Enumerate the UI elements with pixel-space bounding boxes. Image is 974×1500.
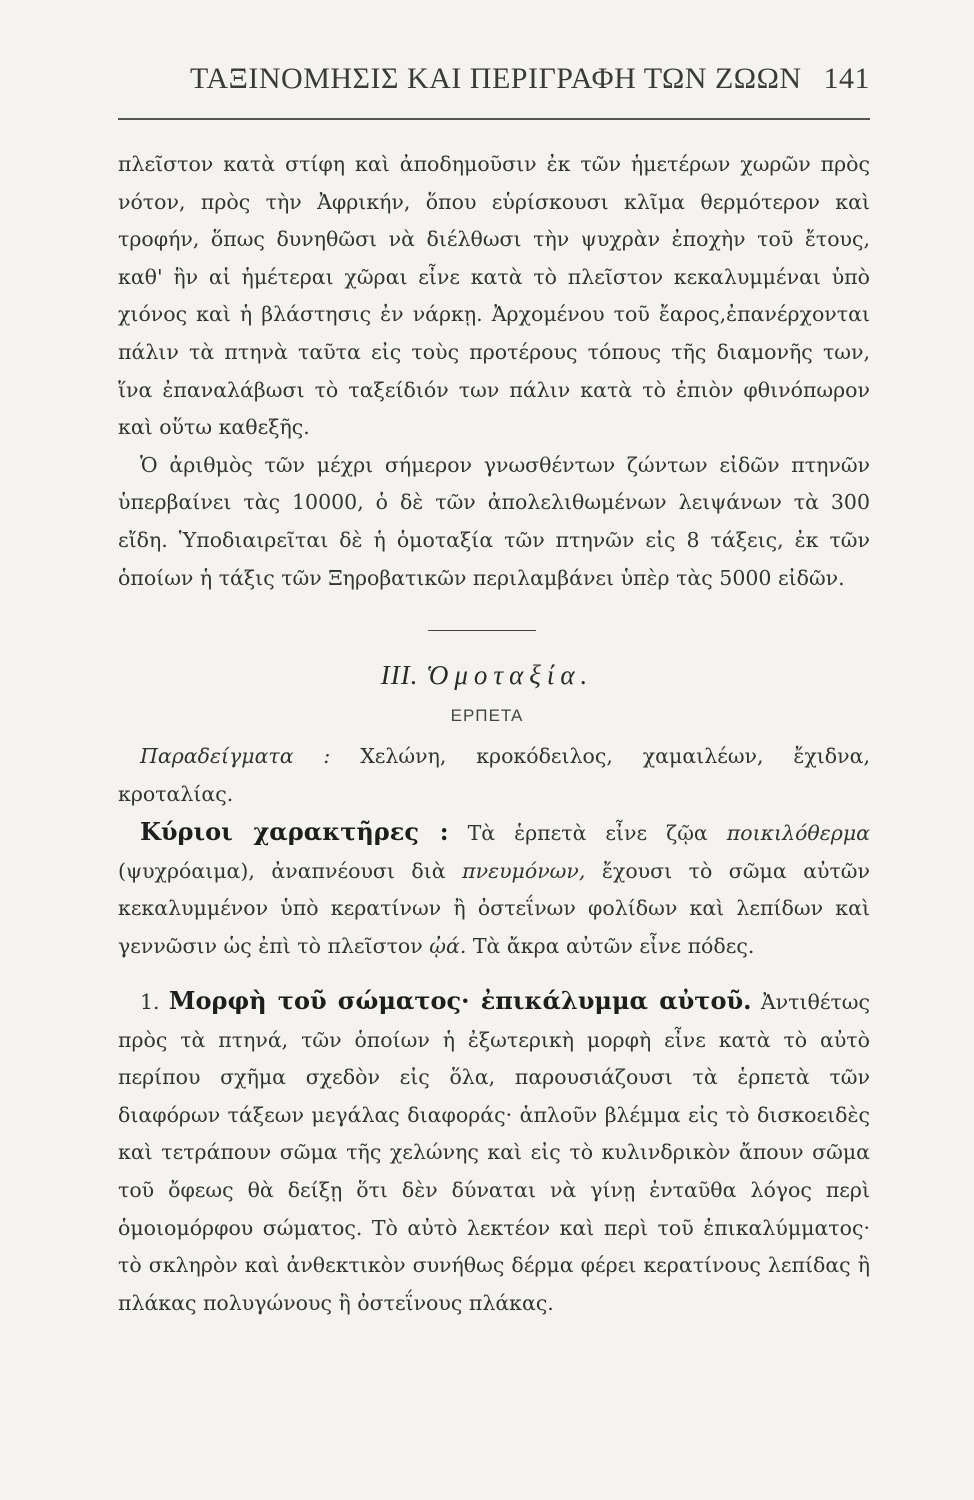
section-numeral: III. — [380, 660, 419, 690]
characters-label: Κύριοι χαρακτῆρες : — [140, 817, 449, 847]
header-rule — [118, 118, 870, 120]
form-heading: Μορφὴ τοῦ σώματος· ἐπικάλυμμα αὐτοῦ. — [168, 986, 752, 1015]
characters-term-c: ᾠά. — [429, 933, 467, 958]
body-text-top — [118, 146, 870, 597]
characters-text-c: ἔχουσι τὸ σῶμα αὐτῶν κεκαλυμμένον ὑπὸ κερατίνων ἢ ὀστεΐνων φολίδων καὶ λεπίδων καὶ γεννῶσιν ὡς ἐπὶ τὸ πλεῖστον — [118, 858, 870, 958]
section-title — [0, 660, 974, 691]
characters-text-a: Τὰ ἑρπετὰ εἶνε ζῷα — [467, 821, 708, 846]
characters-term-a: ποικιλόθερμα — [726, 821, 870, 846]
characters-term-b: πνευμόνων, — [462, 858, 586, 883]
body-text-form — [118, 982, 870, 1322]
body-text-characters — [118, 738, 870, 966]
characters-text-b: (ψυχρόαιμα), ἀναπνέουσι διὰ — [118, 858, 446, 883]
form-number: 1. — [140, 990, 160, 1014]
paragraph-migration: πλεῖστον κατὰ στίφη καὶ ἀποδημοῦσιν ἐκ τῶν ἡμετέρων χωρῶν πρὸς νότον, πρὸς τὴν Ἀφρικήν, ὅπου εὑρίσκουσι κλῖμα θερμότερον καὶ τροφήν, ὅπως δυνηθῶσι νὰ διέλθωσι τὴν ψυχρὰν ἐποχὴν τοῦ ἔτους, καθ' ἣν αἱ ἡμέτεραι χῶραι εἶνε κατὰ τὸ πλεῖστον κεκαλυμμέναι ὑπὸ χιόνος καὶ ἡ βλάστησις ἐν νάρκῃ. Ἀρχομένου τοῦ ἔαρος,ἐπανέρχονται πάλιν τὰ πτηνὰ ταῦτα εἰς τοὺς προτέρους τόπους τῆς διαμονῆς των, ἵνα ἐπαναλάβωσι τὸ ταξείδιόν των πάλιν κατὰ τὸ ἐπιὸν φθινόπωρον καὶ οὕτω καθεξῆς. — [118, 152, 870, 440]
paragraph-species-count: Ὁ ἀριθμὸς τῶν μέχρι σήμερον γνωσθέντων ζώντων εἰδῶν πτηνῶν ὑπερβαίνει τὰς 10000, ὁ δὲ τῶν ἀπολελιθωμένων λειψάνων τὰ 300 εἴδη. Ὑποδιαιρεῖται δὲ ἡ ὁμοταξία τῶν πτηνῶν εἰς 8 τάξεις, ἐκ τῶν ὁποίων ἡ τάξις τῶν Ξηροβατικῶν περιλαμβάνει ὑπὲρ τὰς 5000 εἰδῶν. — [118, 452, 870, 590]
running-head-title: ΤΑΞΙΝΟΜΗΣΙΣ ΚΑΙ ΠΕΡΙΓΡΑΦΗ ΤΩΝ ΖΩΩΝ — [190, 62, 802, 95]
examples-label: Παραδείγματα : — [140, 744, 331, 768]
section-name: Ὁμοταξία. — [426, 660, 594, 690]
examples-text: Χελώνη, κροκόδειλος, χαμαιλέων, ἔχιδνα, κροταλίας. — [118, 744, 870, 806]
section-subtitle: ΕΡΠΕΤΑ — [450, 706, 524, 725]
form-text: Ἀντιθέτως πρὸς τὰ πτηνά, τῶν ὁποίων ἡ ἐξωτερικὴ μορφὴ εἶνε κατὰ τὸ αὐτὸ περίπου σχῆμα σχεδὸν εἰς ὅλα, παρουσιάζουσι τὰ ἑρπετὰ τῶν διαφόρων τάξεων μεγάλας διαφοράς· ἁπλοῦν βλέμμα εἰς τὸ δισκοειδὲς καὶ τετράπουν σῶμα τῆς χελώνης καὶ εἰς τὸ κυλινδρικὸν ἄπουν σῶμα τοῦ ὄφεως θὰ δείξῃ ὅτι δὲν δύναται νὰ γίνῃ ἐνταῦθα λόγος περὶ ὁμοιομόρφου σώματος. Τὸ αὐτὸ λεκτέον καὶ περὶ τοῦ ἐπικαλύμματος· τὸ σκληρὸν καὶ ἀνθεκτικὸν συνήθως δέρμα φέρει κερατίνους λεπίδας ἢ πλάκας πολυγώνους ἢ ὀστεΐνους πλάκας. — [118, 990, 870, 1315]
form-paragraph — [118, 982, 870, 1322]
characters-paragraph — [118, 813, 870, 965]
section-divider — [428, 630, 536, 631]
characters-text-d: Τὰ ἄκρα αὐτῶν εἶνε πόδες. — [472, 933, 755, 958]
running-head — [190, 62, 870, 96]
page-number: 141 — [823, 62, 870, 95]
examples-paragraph — [118, 738, 870, 813]
